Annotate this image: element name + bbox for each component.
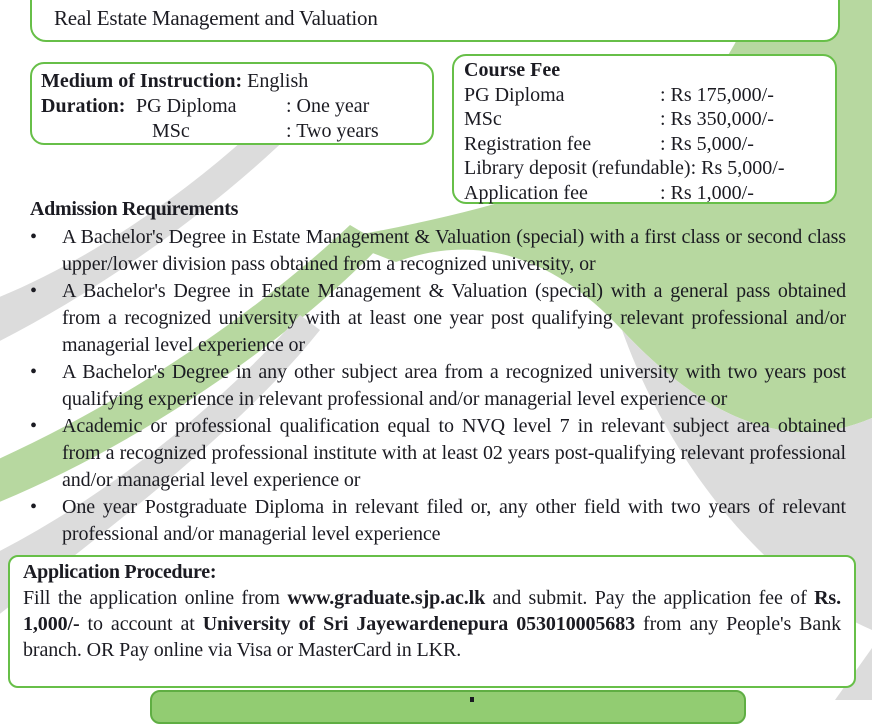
fee-value: : Rs 5,000/-: [690, 157, 785, 180]
application-url-text: www.graduate.sjp.ac.lk: [287, 587, 486, 609]
fee-row: [464, 181, 835, 206]
bullet-marker: •: [30, 226, 38, 248]
medium-label: Medium of Instruction:: [41, 70, 243, 92]
bullet-marker: •: [30, 361, 38, 383]
fee-row: [464, 156, 835, 181]
application-procedure-text: [23, 585, 841, 663]
duration-label: Duration:: [41, 95, 126, 117]
bottom-banner-box: [150, 690, 746, 724]
admission-item-text: A Bachelor's Degree in Estate Management & Valuation (special) with a general pass obtained from a recognized university with at least one year post qualifying relevant professional and/or managerial level experience or: [62, 280, 846, 356]
application-procedure-heading: Application Procedure:: [23, 561, 217, 583]
duration-row: [41, 119, 432, 144]
fee-row: [464, 107, 835, 132]
application-fee-text: Rs. 1,000/-: [23, 587, 841, 635]
fee-label: Registration fee: [464, 132, 592, 155]
bullet-marker: •: [30, 415, 38, 437]
fee-label: Application fee: [464, 181, 588, 204]
course-fee-title: Course Fee: [464, 59, 561, 81]
text-segment: Fill the application online from: [23, 587, 288, 609]
fee-row: [464, 132, 835, 157]
admission-item: [30, 224, 846, 278]
program-name: MSc: [152, 120, 190, 142]
program-title: Real Estate Management and Valuation: [54, 6, 378, 30]
fee-value: : Rs 5,000/-: [660, 132, 754, 155]
fee-value: : Rs 1,000/-: [660, 181, 754, 204]
bullet-marker: •: [30, 496, 38, 518]
bank-account-text: University of Sri Jayewardenepura 053010005683: [202, 613, 636, 635]
duration-row: [41, 94, 432, 119]
application-procedure-box: [8, 555, 856, 688]
fee-row: [464, 83, 835, 108]
text-segment: to account at: [79, 613, 203, 635]
program-title-box: [30, 0, 840, 42]
admission-requirements-list: [30, 224, 846, 548]
admission-item-text: A Bachelor's Degree in any other subject area from a recognized university with two years post qualifying experience in relevant professional and/or managerial level experience or: [62, 361, 846, 410]
admission-requirements-heading: Admission Requirements: [30, 198, 239, 220]
admission-item-text: One year Postgraduate Diploma in relevant filed or, any other field with two years of relevant professional and/or managerial level experience: [62, 496, 846, 545]
fee-label: Library deposit (refundable): [464, 157, 691, 180]
text-segment: and submit. Pay the application fee of: [485, 587, 815, 609]
admission-item: [30, 359, 846, 413]
fee-value: : Rs 350,000/-: [660, 108, 774, 131]
course-fee-box: [452, 54, 837, 204]
program-name: PG Diploma: [136, 95, 237, 117]
text-segment: from any People's Bank branch. OR Pay online via Visa or MasterCard in LKR.: [23, 613, 841, 661]
fee-label: PG Diploma: [464, 83, 565, 106]
admission-item: [30, 494, 846, 548]
medium-line: [41, 69, 432, 94]
admission-item-text: Academic or professional qualification equal to NVQ level 7 in relevant subject area obtained from a recognized professional institute with at least 02 years post-qualifying relevant professional and/or managerial level experience or: [62, 415, 846, 491]
bullet-marker: •: [30, 280, 38, 302]
admission-item: [30, 278, 846, 359]
medium-duration-box: [30, 62, 434, 145]
admission-item-text: A Bachelor's Degree in Estate Management & Valuation (special) with a first class or second class upper/lower division pass obtained from a recognized university, or: [62, 226, 846, 275]
admission-item: [30, 413, 846, 494]
program-duration: : One year: [286, 95, 370, 117]
program-duration: : Two years: [286, 120, 379, 142]
medium-value: English: [242, 70, 309, 92]
fee-label: MSc: [464, 108, 502, 131]
fee-value: : Rs 175,000/-: [660, 83, 774, 106]
